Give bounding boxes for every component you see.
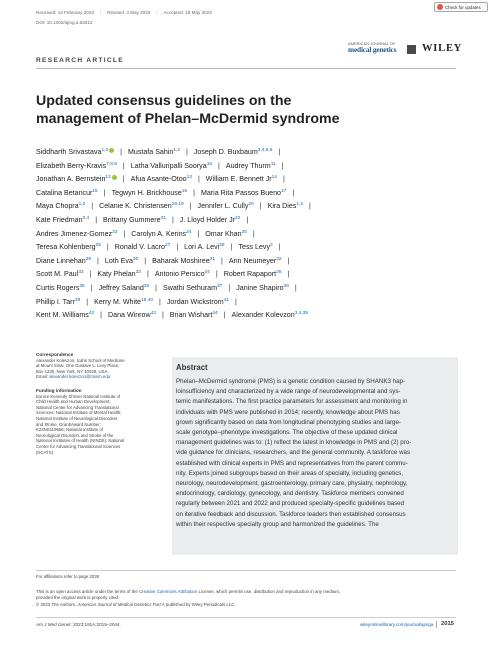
author-name[interactable]: Tess Levy (238, 243, 270, 252)
author-separator: | (234, 297, 237, 306)
author-separator: | (176, 243, 179, 252)
author-affiliation-ref[interactable]: 3,4,35 (294, 311, 308, 317)
author-separator: | (161, 311, 164, 320)
journal-small-title: AMERICAN JOURNAL OF (348, 41, 396, 46)
author-name[interactable]: Elizabeth Berry-Kravis (36, 161, 107, 170)
author-name[interactable]: Antonio Persico (154, 270, 205, 279)
author-affiliation-ref[interactable]: 34 (204, 270, 210, 276)
doi[interactable]: DOI: 10.1002/ajmg.a.63312 (36, 20, 93, 25)
author-separator: | (197, 175, 200, 184)
author-affiliation-ref[interactable]: 7,8,9 (106, 161, 117, 167)
author-separator: | (144, 256, 147, 265)
author-line (36, 158, 476, 172)
article-dates (36, 10, 212, 15)
author-affiliation-ref[interactable]: 39 (74, 297, 81, 303)
author-name[interactable]: Scott M. Paul (36, 270, 79, 279)
revised-date: Revised: 4 May 2023 (107, 10, 151, 15)
crossmark-icon (437, 4, 443, 10)
author-name[interactable]: Swathi Sethuram (162, 283, 218, 292)
license-post: License, which permits use, distribution and reproduction in any medium, (197, 589, 341, 594)
affiliations-note: For affiliations refer to page 2038 (36, 574, 99, 579)
author-name[interactable]: Baharak Moshiree (152, 256, 210, 265)
author-separator: | (103, 188, 106, 197)
check-updates-button[interactable] (434, 2, 488, 12)
author-affiliation-ref[interactable]: 42 (88, 311, 95, 317)
publisher-logo: WILEY (422, 43, 463, 54)
author-line (36, 226, 476, 240)
author-affiliation-ref[interactable]: 21 (160, 215, 166, 221)
license-text (36, 589, 456, 608)
funding-line: (NCATS) (36, 449, 54, 455)
author-affiliation-ref[interactable]: 31 (209, 256, 216, 262)
author-affiliation-ref[interactable]: 38 (283, 283, 289, 289)
author-name[interactable]: Andres Jimenez-Gomez (36, 229, 113, 238)
date-separator: | (99, 10, 102, 15)
author-separator: | (292, 188, 295, 197)
author-separator: | (171, 215, 174, 224)
copyright-journal: American Journal of Medical Genetics Part A (77, 601, 165, 607)
author-name[interactable]: Alexander Kolevzon (231, 311, 295, 320)
author-line (36, 280, 476, 294)
abstract-line: grown significantly based on data from longitudinal phenotyping studies and large- (176, 418, 401, 426)
author-name[interactable]: Kerry M. White (94, 297, 141, 306)
author-name[interactable]: Janine Shapiro (236, 283, 284, 292)
author-affiliation-ref[interactable]: 32 (276, 256, 282, 262)
author-name[interactable]: Jordan Wickstrom (166, 297, 224, 306)
author-separator: | (215, 270, 218, 279)
author-name[interactable]: Afua Asante-Otoo (130, 175, 187, 184)
author-separator: | (100, 311, 103, 320)
author-affiliation-ref[interactable]: 35 (276, 270, 282, 276)
author-line (36, 266, 476, 280)
author-affiliation-ref[interactable]: 1,2 (173, 148, 181, 153)
author-name[interactable]: Teresa Kohlenberg (36, 243, 96, 252)
cc-license-link[interactable]: Creative Commons Attribution (139, 589, 198, 594)
abstract-line: vide guidance for clinicians, researchers, and the general community. A taskforce was (176, 449, 411, 457)
author-name[interactable]: Tegwyn H. Brickhouse (111, 188, 182, 197)
license-line-2: provided the original work is properly cited. (36, 595, 120, 601)
author-affiliation-ref[interactable]: 13 (186, 175, 192, 181)
author-separator: | (106, 243, 109, 252)
author-separator: | (246, 215, 249, 224)
author-name[interactable]: Kent M. Williams (36, 311, 89, 320)
author-affiliation-ref[interactable]: 44 (212, 311, 218, 317)
abstract-line: loinsufficiency and characterized by a wide range of neurodevelopmental and sys- (176, 388, 401, 396)
author-name[interactable]: Phillip I. Tarr (36, 297, 75, 306)
abstract-line: Phelan–McDermid syndrome (PMS) is a genetic condition caused by SHANK3 hap- (176, 378, 406, 385)
abstract-line: nity. Experts joined subgroups based on their areas of specialty, including genetics, (176, 469, 404, 477)
orcid-icon[interactable] (112, 175, 117, 180)
funding-line: Eunice Kennedy Shriver National Institute of (36, 393, 121, 399)
abstract-line: within their respective specialty group and harmonized the guidelines. The (176, 520, 379, 528)
article-title: Updated consensus guidelines on the management of Phelan–McDermid syndrome (36, 93, 340, 127)
orcid-icon[interactable] (109, 148, 114, 153)
author-affiliation-ref[interactable]: 14 (271, 175, 277, 181)
author-separator: | (278, 243, 281, 252)
abstract-heading: Abstract (176, 363, 208, 372)
footer-divider (36, 617, 456, 618)
abstract-line: scale genotype–phenotype investigations. The objective of these updated clinical (176, 429, 398, 437)
author-separator: | (189, 202, 192, 211)
author-name[interactable]: Mustafa Sahin (127, 148, 174, 156)
author-separator: | (97, 256, 99, 265)
author-list (36, 144, 476, 321)
check-updates-label: Check for updates (445, 4, 481, 10)
author-separator: | (146, 270, 149, 279)
author-name[interactable]: J. Lloyd Holder Jr (179, 215, 235, 224)
correspondence-email-row (36, 374, 168, 380)
funding-line: K23NS119666; National Institute of (36, 427, 103, 433)
funding-line: National Institute of Neurological Disorders (36, 415, 118, 421)
author-affiliation-ref[interactable]: 15 (92, 188, 98, 194)
author-affiliation-ref[interactable]: 37 (217, 283, 223, 289)
author-separator: | (90, 283, 93, 292)
author-name[interactable]: Robert Rapaport (223, 270, 277, 279)
citation-details: 2023;191A:2015–2044. (71, 622, 121, 627)
author-separator: | (155, 283, 157, 292)
article-type: RESEARCH ARTICLE (36, 57, 124, 64)
author-line (36, 144, 476, 158)
author-affiliation-ref[interactable]: 17 (281, 188, 287, 194)
license-pre: This is an open access article under the terms of the (36, 589, 139, 594)
author-separator: | (197, 229, 200, 238)
abstract-text (176, 377, 454, 530)
author-separator: | (282, 175, 285, 184)
author-separator: | (278, 148, 281, 156)
author-separator: | (230, 243, 233, 252)
author-separator: | (89, 270, 92, 279)
correspondence-line: at Mount Sinai, One Gustave L. Levy Place, (36, 363, 120, 369)
email-link[interactable]: alexander.kolevzon@mssm.edu (49, 374, 111, 380)
funding-line: Center for Advancing Translational Sciences (36, 443, 121, 449)
author-name[interactable]: Jeffrey Saland (98, 283, 144, 292)
author-separator: | (252, 229, 255, 238)
author-affiliation-ref[interactable]: 41 (223, 297, 229, 303)
author-affiliation-ref[interactable]: 10 (206, 161, 213, 167)
abstract-line: regularly between 2021 and 2022 and produced specialty-specific guidelines based (176, 500, 405, 508)
author-name[interactable]: Celanie K. Christensen (99, 202, 172, 211)
author-affiliation-ref[interactable]: 35 (143, 283, 150, 289)
author-name[interactable]: Lori A. Levi (184, 243, 220, 252)
author-affiliation-ref[interactable]: 22 (235, 215, 241, 221)
author-affiliation-ref[interactable]: 24 (186, 229, 192, 235)
author-affiliation-ref[interactable]: 28 (219, 243, 225, 249)
author-affiliation-ref[interactable]: 3 (270, 243, 273, 249)
funding-line: Sciences; National Institute of Mental Health; (36, 410, 122, 416)
author-separator: | (259, 202, 262, 211)
author-name[interactable]: Kate Friedman (36, 215, 83, 224)
author-affiliation-ref[interactable]: 18,40 (141, 297, 154, 303)
author-separator: | (120, 148, 122, 156)
author-name[interactable]: Latha Valluripalli Soorya (130, 161, 207, 170)
abstract-line: endocrinology, cardiology, gynecology, and dentistry. Taskforce members convened (176, 490, 404, 498)
author-separator: | (309, 202, 311, 211)
author-separator: | (294, 283, 297, 292)
journal-mark-icon (407, 45, 416, 54)
abstract-line: individuals with PMS were published in 2014; recently, knowledge about PMS has (176, 408, 400, 416)
author-line (36, 171, 476, 185)
date-separator: | (156, 10, 158, 15)
copyright-post: published by Wiley Periodicals LLC. (164, 601, 236, 607)
author-separator: | (122, 161, 125, 170)
funding-line: National Center for Advancing Translational (36, 404, 119, 410)
author-name[interactable]: Siddharth Srivastava (36, 148, 102, 156)
author-affiliation-ref[interactable]: 33 (78, 270, 84, 276)
author-line (36, 294, 476, 308)
author-name[interactable]: Catalina Betancur (36, 188, 93, 197)
author-name[interactable]: Ronald V. Lacro (114, 243, 165, 252)
author-affiliation-ref[interactable]: 25 (241, 229, 247, 235)
author-affiliation-ref[interactable]: 3,4 (82, 215, 90, 221)
footer-separator (436, 621, 437, 628)
author-affiliation-ref[interactable]: 18,19 (171, 202, 184, 208)
copyright-line (36, 602, 456, 608)
author-name[interactable]: Dana Winrow (108, 311, 151, 320)
author-affiliation-ref[interactable]: 12 (105, 175, 111, 181)
author-line (36, 198, 476, 212)
author-separator: | (193, 188, 195, 197)
author-affiliation-ref[interactable]: 36 (79, 283, 85, 289)
author-line (36, 239, 476, 253)
author-name[interactable]: Loth Eva (104, 256, 133, 265)
author-affiliation-ref[interactable]: 33 (135, 270, 141, 276)
author-name[interactable]: Diane Linnehan (36, 256, 86, 265)
author-line (36, 185, 476, 199)
author-name[interactable]: Brittany Gummere (103, 215, 161, 224)
page-number: 2015 (441, 621, 454, 627)
abstract-line: management guidelines was to: (1) reflect the latest in knowledge in PMS and (2) pro- (176, 439, 412, 447)
received-date: Received: 14 February 2023 (36, 10, 94, 15)
author-affiliation-ref[interactable]: 29 (85, 256, 92, 262)
correspondence-line: Box 1230, New York, NY 10029, USA. (36, 368, 109, 374)
header-divider (36, 68, 456, 69)
author-separator: | (218, 161, 220, 170)
abstract-line: established with clinical experts in PMS and representatives from the parent commu- (176, 459, 408, 467)
author-affiliation-ref[interactable]: 16 (181, 188, 188, 194)
author-affiliation-ref[interactable]: 30 (132, 256, 139, 262)
author-separator: | (186, 148, 188, 156)
author-separator: | (223, 311, 226, 320)
author-name[interactable]: Carolyn A. Kerins (131, 229, 187, 238)
author-name[interactable]: Maria Rita Passos Bueno (200, 188, 281, 197)
author-separator: | (123, 229, 126, 238)
citation (36, 622, 121, 627)
email-label: Email: (36, 374, 48, 380)
journal-logo (348, 42, 408, 54)
author-separator: | (287, 270, 290, 279)
author-line (36, 307, 476, 321)
footnote-divider (36, 570, 456, 571)
funding-line: Child Health and Human Development; (36, 399, 111, 405)
author-line (36, 253, 476, 267)
funding-heading: Funding information (36, 387, 82, 393)
correspondence-line: Alexander Kolevzon, Icahn School of Medicine (36, 357, 125, 363)
journal-website-link[interactable]: wileyonlinelibrary.com/journal/ajmga (360, 622, 434, 627)
correspondence-block (36, 352, 168, 463)
author-name[interactable]: Curtis Rogers (36, 283, 80, 292)
author-name[interactable]: Audrey Thurm (225, 161, 271, 170)
author-name[interactable]: Brian Wishart (169, 311, 213, 320)
author-name[interactable]: Jennifer L. Cully (197, 202, 249, 211)
abstract-line: on iterative feedback and discussion. Taskforce leaders then established consensus (176, 510, 406, 518)
author-affiliation-ref[interactable]: 1,2 (101, 148, 109, 153)
accepted-date: Accepted: 18 May 2023 (163, 10, 212, 15)
author-name[interactable]: Kira Dies (267, 202, 297, 211)
funding-line: National Institutes of Health (NINDS); National (36, 438, 125, 444)
author-affiliation-ref[interactable]: 11 (270, 161, 276, 167)
journal-name: medical genetics (348, 45, 397, 55)
author-affiliation-ref[interactable]: 3,4,5,6 (257, 148, 273, 153)
author-name[interactable]: Omar Khan (205, 229, 242, 238)
funding-line: Neurological Disorders and Stroke of the (36, 432, 114, 438)
author-separator: | (281, 161, 284, 170)
author-affiliation-ref[interactable]: 27 (164, 243, 171, 249)
author-affiliation-ref[interactable]: 23 (112, 229, 118, 235)
author-affiliation-ref[interactable]: 1,2 (78, 202, 86, 208)
author-affiliation-ref[interactable]: 1,2 (296, 202, 304, 208)
author-separator: | (228, 283, 231, 292)
funding-line: and Stroke, Grant/Award Number: (36, 421, 101, 427)
author-name[interactable]: Joseph D. Buxbaum (193, 148, 258, 156)
correspondence-heading: Correspondence (36, 352, 74, 357)
author-name[interactable]: William E. Bennett Jr (205, 175, 272, 184)
author-line (36, 212, 476, 226)
author-separator: | (221, 256, 223, 265)
abstract-line: neurology, neurodevelopment, gastroenterology, primary care, physiatry, nephrology, (176, 480, 408, 488)
funding-block (36, 388, 168, 455)
author-name[interactable]: Jonathan A. Bernstein (36, 175, 106, 184)
author-name[interactable]: Katy Phelan (97, 270, 136, 279)
citation-journal: Am J Med Genet. (36, 622, 72, 627)
author-name[interactable]: Ann Neumeyer (228, 256, 277, 265)
author-separator: | (91, 202, 94, 211)
author-separator: | (159, 297, 161, 306)
author-affiliation-ref[interactable]: 43 (150, 311, 156, 317)
author-separator: | (122, 175, 125, 184)
author-affiliation-ref[interactable]: 20 (248, 202, 254, 208)
author-name[interactable]: Maya Chopra (36, 202, 79, 211)
abstract-line: temic manifestations. The first practice parameters for assessment and monitoring in (176, 398, 408, 406)
author-separator: | (86, 297, 89, 306)
author-separator: | (95, 215, 98, 224)
author-affiliation-ref[interactable]: 26 (95, 243, 101, 249)
author-separator: | (287, 256, 290, 265)
copyright-pre: © 2023 The Authors. (36, 601, 78, 607)
